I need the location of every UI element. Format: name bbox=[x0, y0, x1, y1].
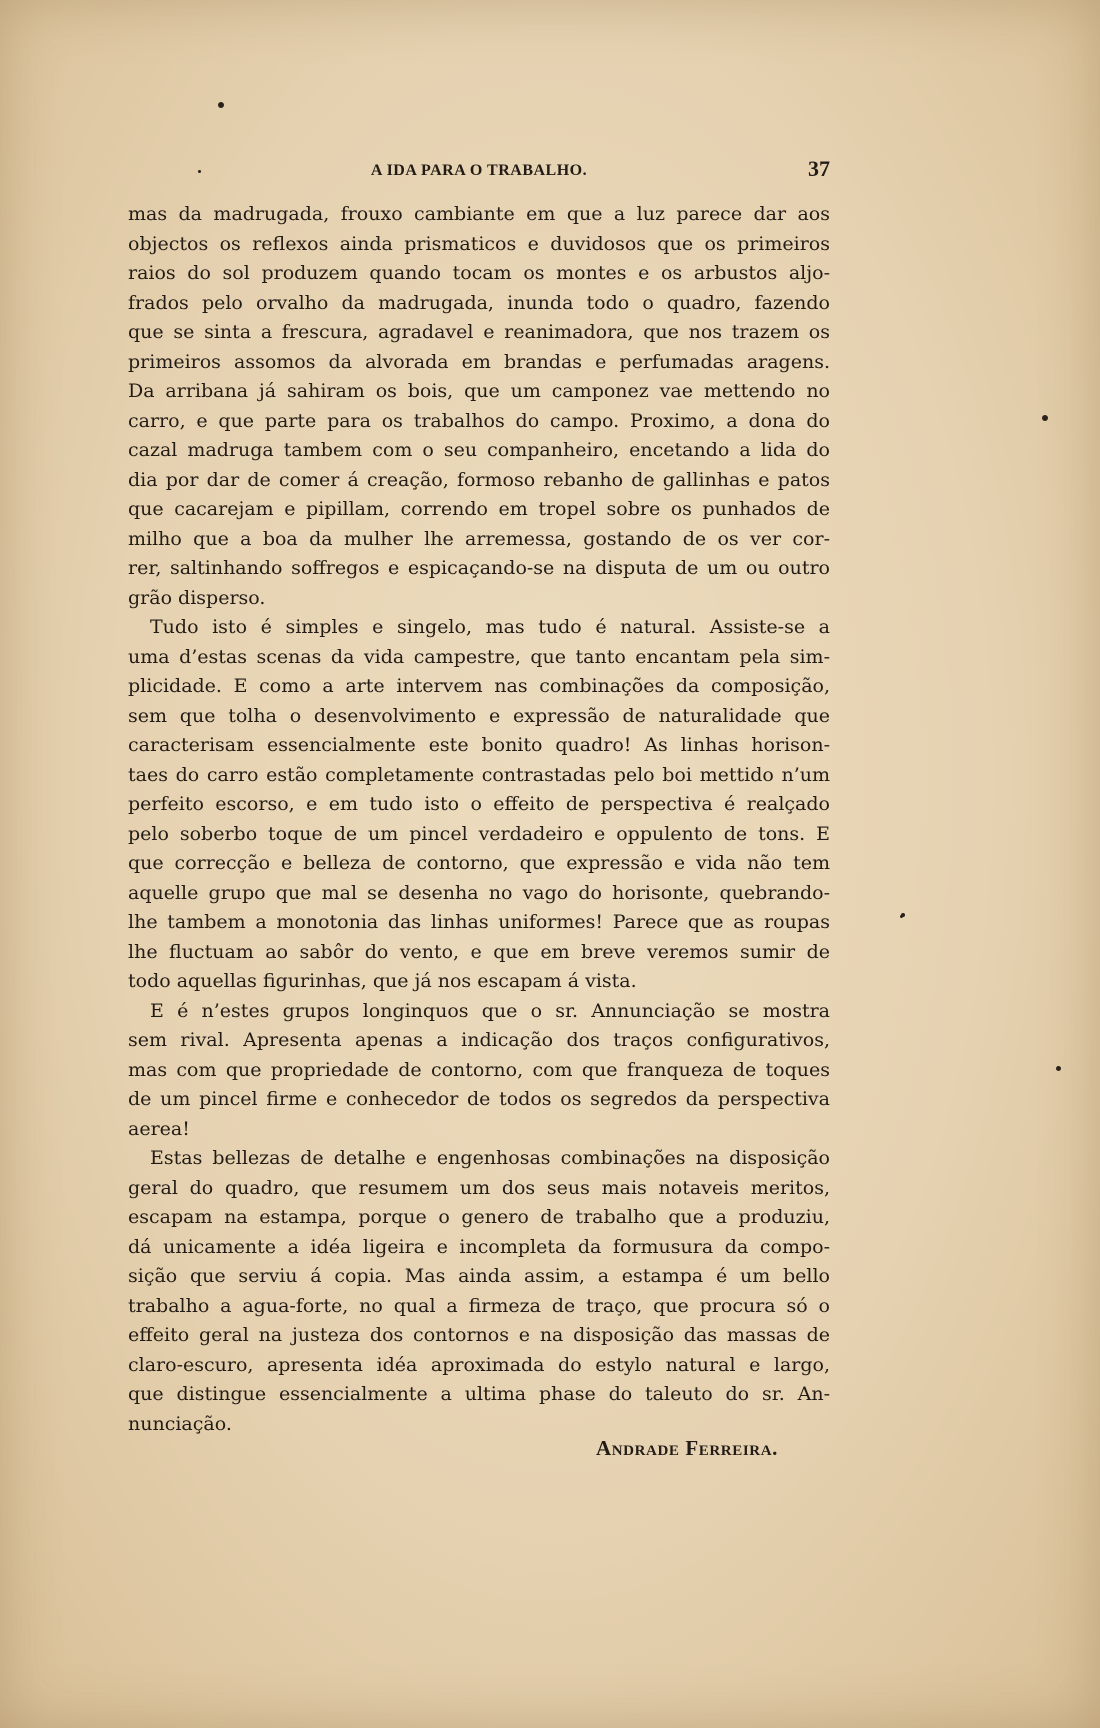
text-line: sição que serviu á copia. Mas ainda assim, a estampa é um bello bbox=[128, 1265, 830, 1287]
text-line: Da arribana já sahiram os bois, que um camponez vae mettendo no bbox=[128, 380, 830, 402]
paragraph bbox=[128, 613, 830, 997]
text-line: dia por dar de comer á creação, formoso rebanho de gallinhas e patos bbox=[128, 468, 830, 491]
text-line: que cacarejam e pipillam, correndo em tropel sobre os punhados de bbox=[128, 498, 830, 520]
text-line: cazal madruga tambem com o seu companheiro, encetando a lida do bbox=[128, 439, 830, 461]
ink-speck bbox=[901, 913, 905, 917]
running-title: A IDA PARA O TRABALHO. bbox=[370, 162, 588, 179]
paragraph bbox=[128, 1144, 830, 1439]
ink-speck bbox=[1056, 1066, 1061, 1071]
text-line: carro, e que parte para os trabalhos do campo. Proximo, a dona do bbox=[128, 409, 830, 432]
text-line: sem rival. Apresenta apenas a indicação dos traços configurativos, bbox=[128, 1029, 830, 1051]
running-head bbox=[128, 156, 830, 188]
text-line: sem que tolha o desenvolvimento e expressão de naturalidade que bbox=[128, 704, 830, 727]
text-line: frados pelo orvalho da madrugada, inunda todo o quadro, fazendo bbox=[128, 291, 830, 314]
text-line: taes do carro estão completamente contrastadas pelo boi mettido n’um bbox=[128, 763, 830, 786]
text-line: mas da madrugada, frouxo cambiante em que a luz parece dar aos bbox=[128, 203, 830, 225]
text-line: rer, saltinhando soffregos e espicaçando-se na disputa de um ou outro bbox=[128, 557, 830, 579]
text-line: trabalho a agua-forte, no qual a firmeza de traço, que procura só o bbox=[128, 1294, 830, 1317]
text-line: pelo soberbo toque de um pincel verdadeiro e oppulento de tons. E bbox=[128, 822, 830, 845]
text-line: que se sinta a frescura, agradavel e reanimadora, que nos trazem os bbox=[128, 321, 830, 343]
text-line: Tudo isto é simples e singelo, mas tudo é natural. Assiste-se a bbox=[150, 616, 830, 638]
text-line: geral do quadro, que resumem um dos seus mais notaveis meritos, bbox=[128, 1176, 830, 1199]
ink-speck bbox=[1042, 415, 1048, 421]
text-line: objectos os reflexos ainda prismaticos e duvidosos que os primeiros bbox=[128, 232, 830, 255]
text-line: caracterisam essencialmente este bonito quadro! As linhas horison- bbox=[128, 734, 830, 756]
text-line: dá unicamente a idéa ligeira e incompleta da formusura da compo- bbox=[128, 1235, 830, 1258]
text-line: lhe fluctuam ao sabôr do vento, e que em breve veremos sumir de bbox=[128, 940, 830, 963]
author-signature: Andrade Ferreira. bbox=[595, 1436, 778, 1460]
text-line: primeiros assomos da alvorada em brandas e perfumadas aragens. bbox=[128, 350, 830, 373]
text-line: nunciação. bbox=[128, 1412, 232, 1435]
text-line: raios do sol produzem quando tocam os montes e os arbustos aljo- bbox=[128, 262, 830, 284]
text-line: Estas bellezas de detalhe e engenhosas combinações na disposição bbox=[150, 1147, 830, 1169]
text-line: escapam na estampa, porque o genero de trabalho que a produziu, bbox=[128, 1206, 830, 1228]
text-line: uma d’estas scenas da vida campestre, que tanto encantam pela sim- bbox=[128, 645, 830, 668]
text-line: grão disperso. bbox=[128, 586, 266, 609]
text-line: todo aquellas figurinhas, que já nos escapam á vista. bbox=[128, 970, 637, 992]
text-line: perfeito escorso, e em tudo isto o effeito de perspectiva é realçado bbox=[128, 793, 830, 815]
text-line: milho que a boa da mulher lhe arremessa, gostando de os ver cor- bbox=[128, 527, 830, 550]
page-number: 37 bbox=[808, 156, 830, 181]
text-line: aquelle grupo que mal se desenha no vago do horisonte, quebrando- bbox=[128, 881, 830, 904]
ink-speck bbox=[218, 102, 224, 108]
text-line: que distingue essencialmente a ultima phase do taleuto do sr. An- bbox=[128, 1383, 830, 1405]
text-line: effeito geral na justeza dos contornos e na disposição das massas de bbox=[128, 1324, 830, 1346]
text-line: E é n’estes grupos longinquos que o sr. Annunciação se mostra bbox=[150, 999, 830, 1022]
paragraph bbox=[128, 997, 830, 1145]
text-line: plicidade. E como a arte intervem nas combinações da composição, bbox=[128, 675, 830, 697]
paragraph bbox=[128, 200, 830, 613]
text-line: que correcção e belleza de contorno, que expressão e vida não tem bbox=[128, 852, 830, 874]
text-line: claro-escuro, apresenta idéa aproximada do estylo natural e largo, bbox=[128, 1353, 830, 1376]
article-body bbox=[128, 200, 830, 1439]
text-line: mas com que propriedade de contorno, com que franqueza de toques bbox=[128, 1058, 830, 1081]
text-line: lhe tambem a monotonia das linhas uniformes! Parece que as roupas bbox=[128, 911, 830, 933]
text-line: aerea! bbox=[128, 1117, 190, 1140]
text-line: de um pincel firme e conhecedor de todos os segredos da perspectiva bbox=[128, 1088, 830, 1110]
